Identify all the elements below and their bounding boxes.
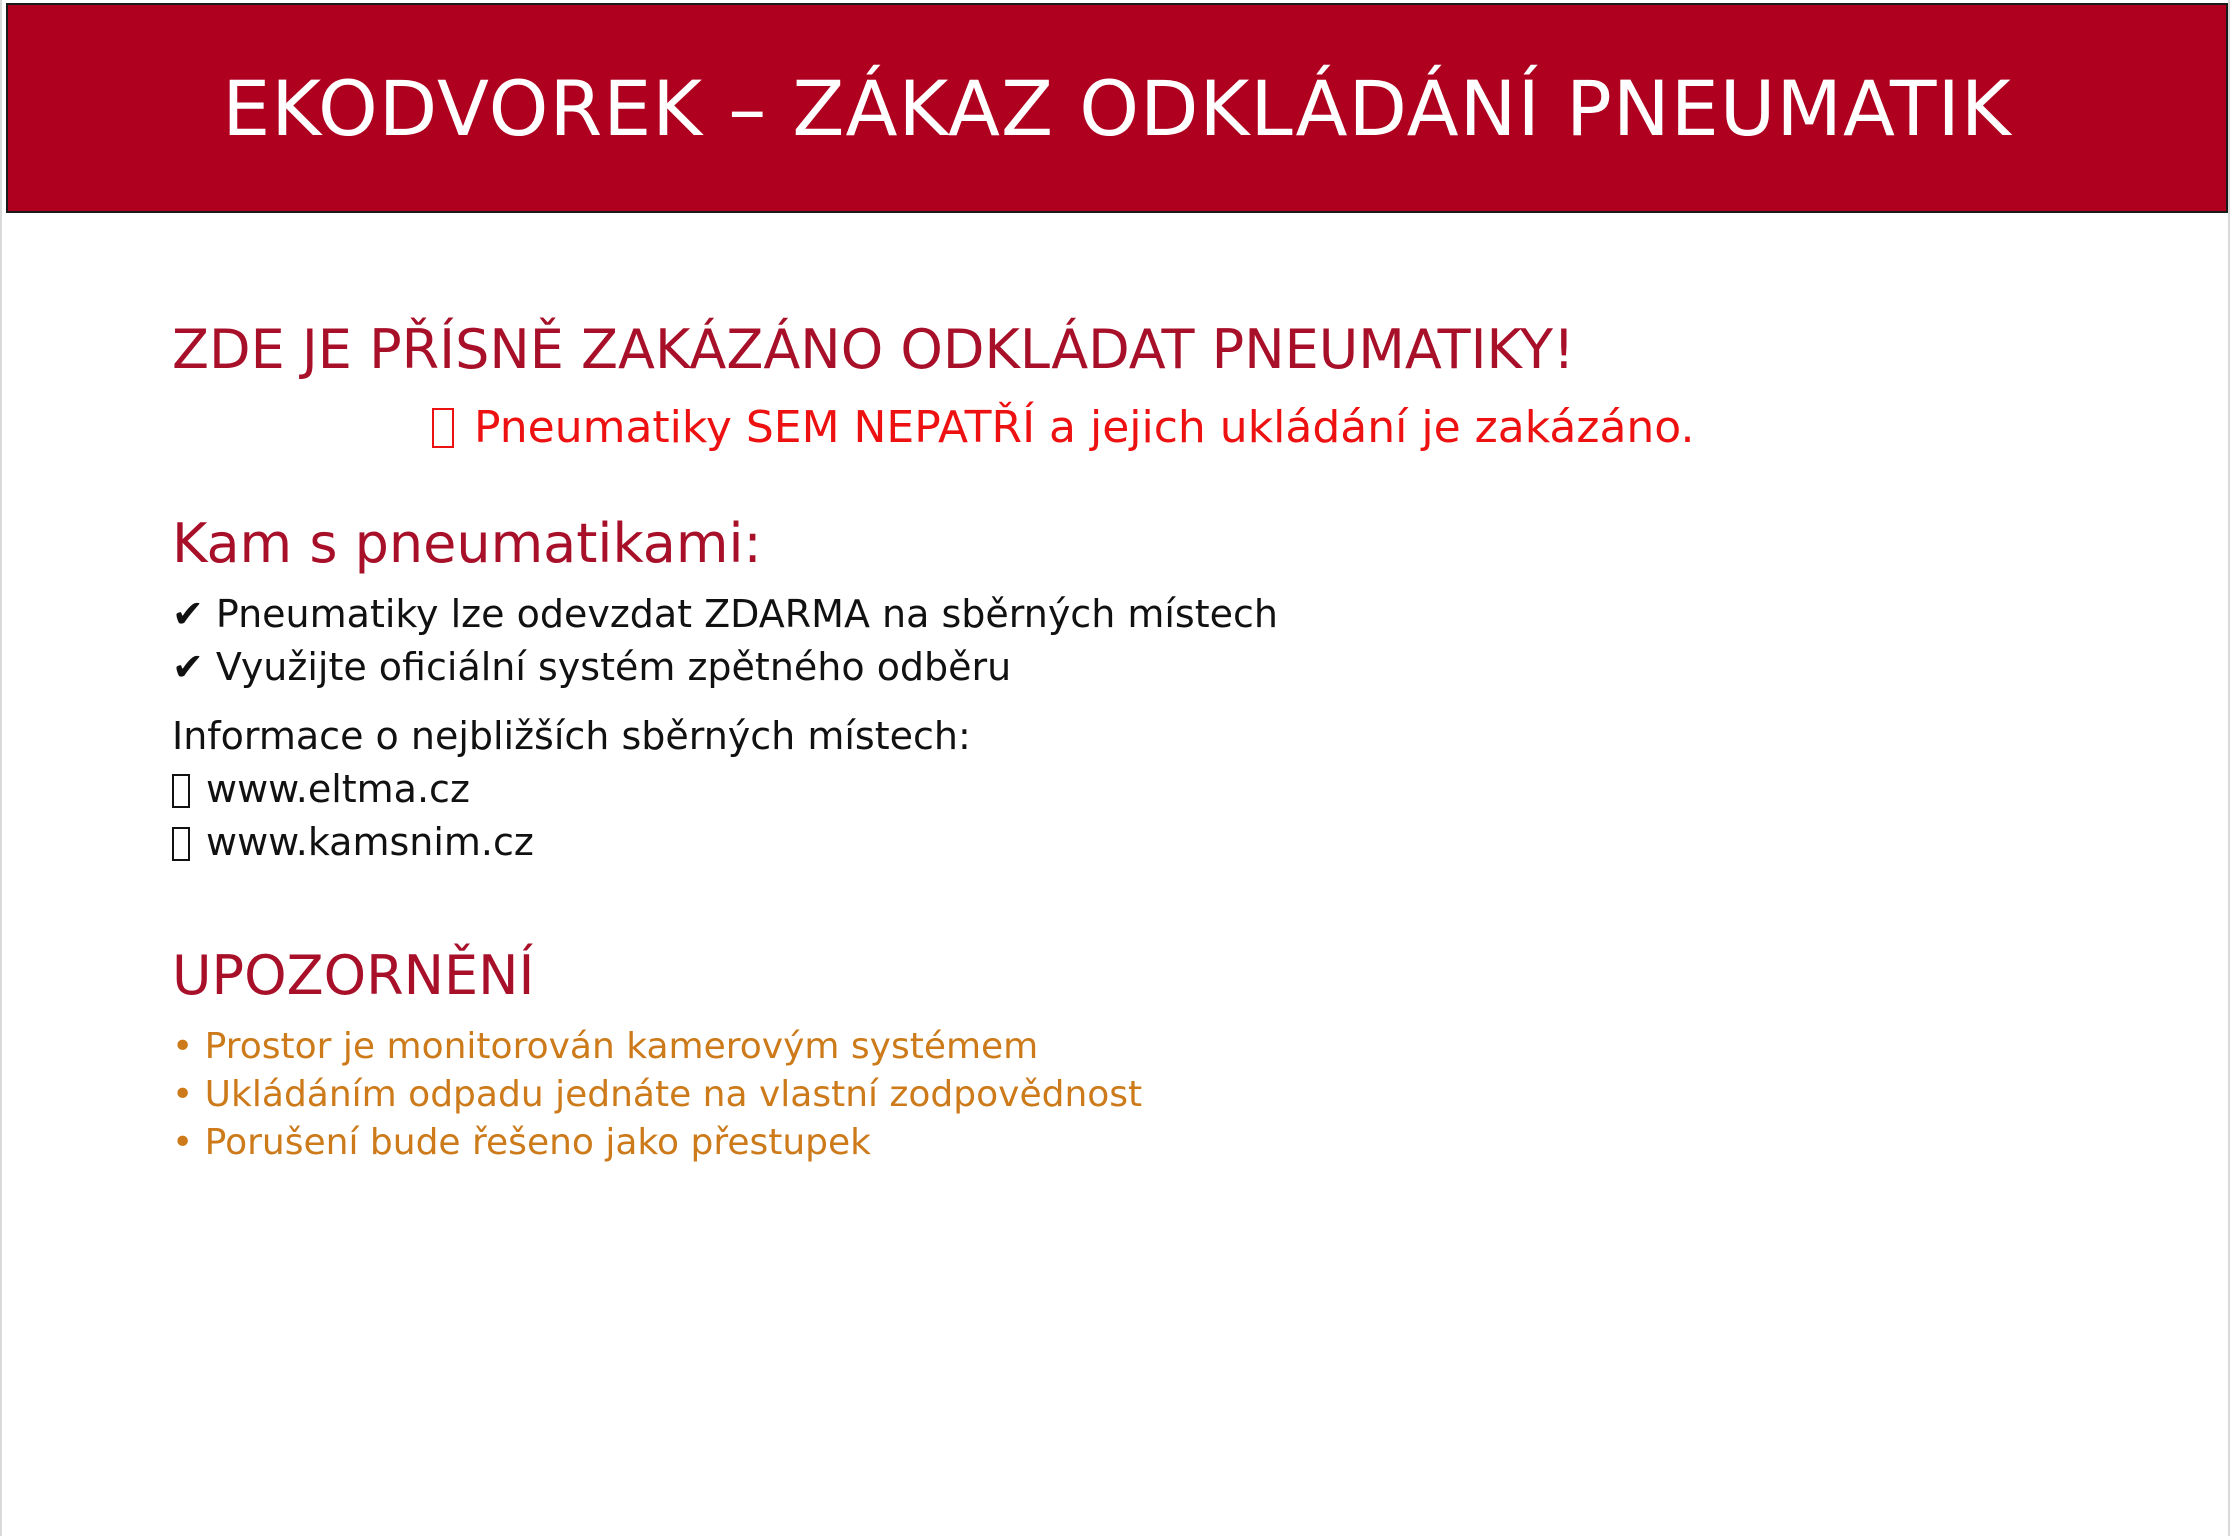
check-icon: ✔ (172, 592, 204, 636)
check-item-text: Pneumatiky lze odevzdat ZDARMA na sběrných místech (215, 592, 1278, 636)
check-icon: ✔ (172, 645, 204, 689)
warning-section-title: UPOZORNĚNÍ (172, 944, 535, 1007)
ban-note-text: Pneumatiky SEM NEPATŘÍ a jejich ukládání je zakázáno. (474, 402, 1695, 453)
header-banner (6, 3, 2228, 213)
warning-item: • Prostor je monitorován kamerovým systémem (172, 1026, 1039, 1067)
ban-note (432, 402, 1694, 453)
check-item-text: Využijte oficiální systém zpětného odběru (215, 645, 1012, 689)
info-label: Informace o nejbližších sběrných místech: (172, 714, 971, 758)
link-eltma[interactable]: www.eltma.cz (206, 767, 470, 811)
globe-icon (172, 774, 190, 808)
where-section-title: Kam s pneumatikami: (172, 512, 762, 575)
check-item (172, 645, 1011, 689)
link-kamsnim[interactable]: www.kamsnim.cz (206, 820, 534, 864)
page-title: EKODVOREK – ZÁKAZ ODKLÁDÁNÍ PNEUMATIK (222, 63, 2012, 153)
no-entry-icon (432, 408, 454, 448)
check-item (172, 592, 1278, 636)
link-item (172, 767, 470, 811)
warning-item: • Ukládáním odpadu jednáte na vlastní zodpovědnost (172, 1074, 1143, 1115)
globe-icon (172, 827, 190, 861)
ban-headline: ZDE JE PŘÍSNĚ ZAKÁZÁNO ODKLÁDAT PNEUMATIKY! (172, 318, 1575, 381)
link-item (172, 820, 534, 864)
warning-item: • Porušení bude řešeno jako přestupek (172, 1122, 872, 1163)
